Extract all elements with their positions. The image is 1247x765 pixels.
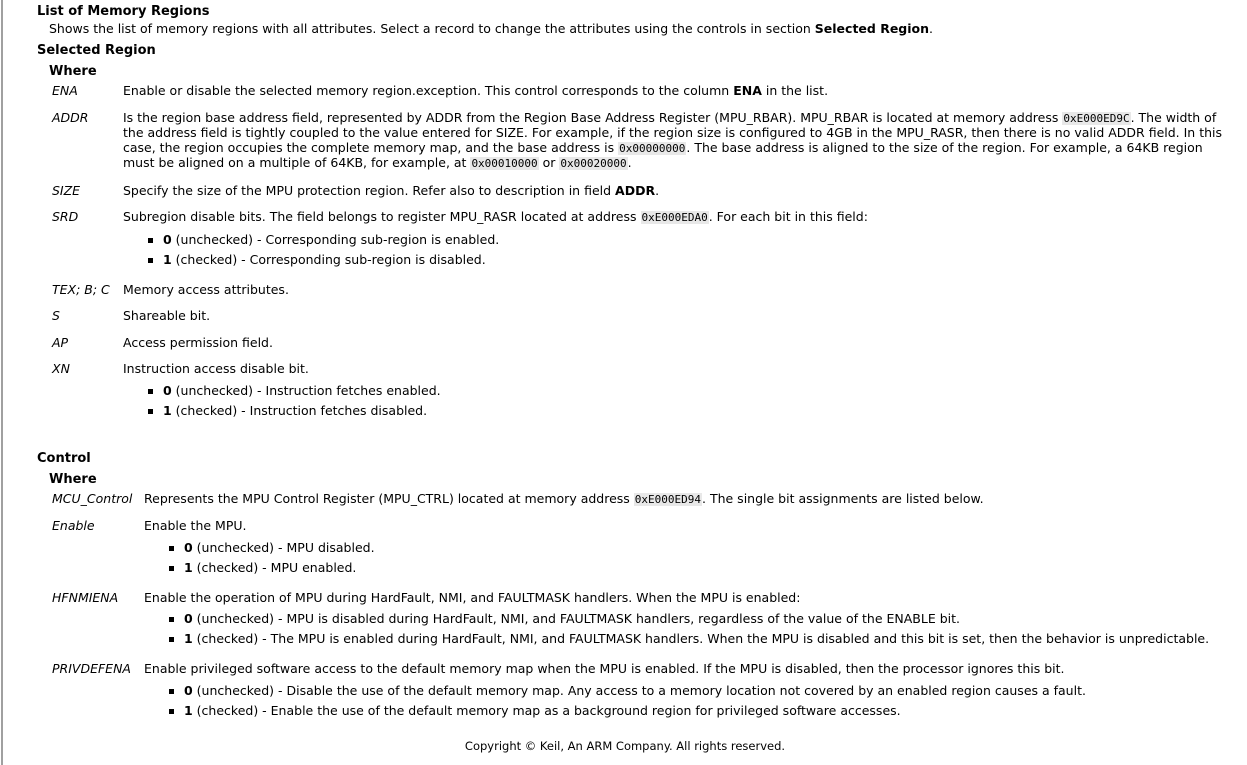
bullet-icon <box>169 637 174 642</box>
list-section-intro: Shows the list of memory regions with all attributes. Select a record to change the attributes using the controls in section Selected Region. <box>49 21 934 36</box>
def-row-srd <box>49 201 1237 279</box>
list-item: 0 (unchecked) - Disable the use of the default memory map. Any access to a memory location not covered by an enabled region causes a fault. <box>168 681 1209 701</box>
intro-bold: Selected Region <box>814 21 930 36</box>
privdefena-bit-list <box>144 681 1209 721</box>
term-privdefena: PRIVDEFENA <box>52 661 131 676</box>
term-hfnmiena: HFNMIENA <box>52 589 119 605</box>
list-item: 1 (checked) - Instruction fetches disabled. <box>147 401 1234 421</box>
bullet-icon <box>169 566 174 571</box>
term-size: SIZE <box>52 182 81 198</box>
enable-bit-list <box>144 538 1209 578</box>
desc-xn: Instruction access disable bit. 0 (unchecked) - Instruction fetches enabled. 1 (checked) - Instruction fetches disabled. <box>120 353 1237 430</box>
def-row-privdefena <box>49 658 1212 730</box>
desc-hfnmiena: Enable the operation of MPU during HardFault, NMI, and FAULTMASK handlers. When the MPU is enabled: 0 (unchecked) - MPU is disabled during HardFault, NMI, and FAULTMASK handlers, regardless of the value of the ENABLE bit. 1 (checked) - The MPU is enabled during HardFault, NMI, and FAULTMASK handlers. When the MPU is disabled and this bit is set, then the behavior is unpredictable. <box>141 587 1212 659</box>
addr-code-rbar: 0xE000ED9C <box>1063 111 1130 125</box>
desc-size: Specify the size of the MPU protection region. Refer also to description in field ADDR. <box>123 182 660 198</box>
bullet-icon <box>148 258 153 263</box>
addr-code-64kb-2: 0x00020000 <box>560 157 627 170</box>
list-item: 0 (unchecked) - MPU disabled. <box>168 538 1209 558</box>
bullet-icon <box>148 238 153 243</box>
bullet-icon <box>169 617 174 622</box>
left-border <box>1 0 3 765</box>
list-item: 1 (checked) - MPU enabled. <box>168 558 1209 578</box>
desc-enable: Enable the MPU. 0 (unchecked) - MPU disabled. 1 (checked) - MPU enabled. <box>141 510 1212 587</box>
desc-ena: Enable or disable the selected memory region.exception. This control corresponds to the column ENA in the list. <box>123 83 829 98</box>
srd-bit-list <box>123 230 1234 270</box>
hfnmiena-bit-list <box>144 609 1209 649</box>
def-row-size <box>49 175 1237 202</box>
def-row-ap <box>49 327 1237 354</box>
term-ena: ENA <box>52 83 78 98</box>
list-item: 0 (unchecked) - Instruction fetches enabled. <box>147 381 1234 401</box>
copyright-footer: Copyright © Keil, An ARM Company. All rights reserved. <box>464 739 786 753</box>
def-row-hfnmiena <box>49 587 1212 659</box>
desc-mcu-control: Represents the MPU Control Register (MPU_CTRL) located at memory address 0xE000ED94. The single bit assignments are listed below. <box>144 490 984 506</box>
control-title: Control <box>37 450 91 466</box>
desc-addr: Is the region base address field, represented by ADDR from the Region Base Address Register (MPU_RBAR). MPU_RBAR is located at memory address 0xE000ED9C. The width of the address field is tightly coupled to the value entered for SIZE. For example, if the region size is configured to 4GB in the MPU_RASR, then there is no valid ADDR field. In this case, the region occupies the complete memory map, and the base address is 0x00000000. The base address is aligned to the size of the region. For example, a 64KB region must be aligned on a multiple of 64KB, for example, at 0x00010000 or 0x00020000. <box>123 109 1222 170</box>
desc-ap: Access permission field. <box>123 334 273 350</box>
term-mcu-control: MCU_Control <box>52 490 133 506</box>
list-section-title: List of Memory Regions <box>37 4 210 19</box>
mcu-control-code: 0xE000ED94 <box>634 492 702 506</box>
list-item: 1 (checked) - The MPU is enabled during HardFault, NMI, and FAULTMASK handlers. When the MPU is disabled and this bit is set, then the behavior is unpredictable. <box>168 629 1209 649</box>
def-row-enable <box>49 510 1212 587</box>
selected-region-definitions <box>49 82 1237 430</box>
srd-code: 0xE000EDA0 <box>641 211 708 224</box>
def-row-s <box>49 300 1237 327</box>
bullet-icon <box>148 409 153 414</box>
list-item: 0 (unchecked) - MPU is disabled during HardFault, NMI, and FAULTMASK handlers, regardless of the value of the ENABLE bit. <box>168 609 1209 629</box>
def-row-ena <box>49 82 1237 102</box>
term-enable: Enable <box>52 518 95 533</box>
list-item: 1 (checked) - Corresponding sub-region is disabled. <box>147 250 1234 270</box>
term-srd: SRD <box>52 209 79 224</box>
def-row-mcu-control <box>49 490 1212 511</box>
def-row-xn <box>49 353 1237 430</box>
addr-code-64kb-1: 0x00010000 <box>471 157 538 170</box>
selected-region-title: Selected Region <box>37 43 156 58</box>
list-item: 0 (unchecked) - Corresponding sub-region is enabled. <box>147 230 1234 250</box>
bullet-icon <box>169 546 174 551</box>
xn-bit-list <box>123 381 1234 421</box>
def-row-addr <box>49 102 1237 175</box>
bullet-icon <box>169 689 174 694</box>
term-ap: AP <box>52 334 69 350</box>
def-row-tex <box>49 279 1237 301</box>
term-s: S <box>52 308 60 323</box>
help-page <box>37 3 1237 730</box>
selected-region-where: Where <box>49 64 97 79</box>
list-item: 1 (checked) - Enable the use of the default memory map as a background region for privileged software accesses. <box>168 701 1209 721</box>
bullet-icon <box>148 389 153 394</box>
desc-srd: Subregion disable bits. The field belongs to register MPU_RASR located at address 0xE000EDA0. For each bit in this field: 0 (unchecked) - Corresponding sub-region is enabled. 1 (checked) - Corresponding sub-region is disabled. <box>120 201 1237 279</box>
control-where: Where <box>49 471 97 487</box>
term-addr: ADDR <box>52 109 89 125</box>
term-xn: XN <box>52 361 70 376</box>
desc-s: Shareable bit. <box>123 308 211 323</box>
term-tex: TEX; B; C <box>52 281 110 297</box>
control-definitions <box>49 490 1212 730</box>
addr-code-base: 0x00000000 <box>619 141 686 155</box>
desc-tex: Memory access attributes. <box>123 281 289 297</box>
desc-privdefena: Enable privileged software access to the default memory map when the MPU is enabled. If the MPU is disabled, then the processor ignores this bit. 0 (unchecked) - Disable the use of the default memory map. Any access to a memory location not covered by an enabled region causes a fault. 1 (checked) - Enable the use of the default memory map as a background region for privileged software accesses. <box>141 658 1212 730</box>
bullet-icon <box>169 709 174 714</box>
